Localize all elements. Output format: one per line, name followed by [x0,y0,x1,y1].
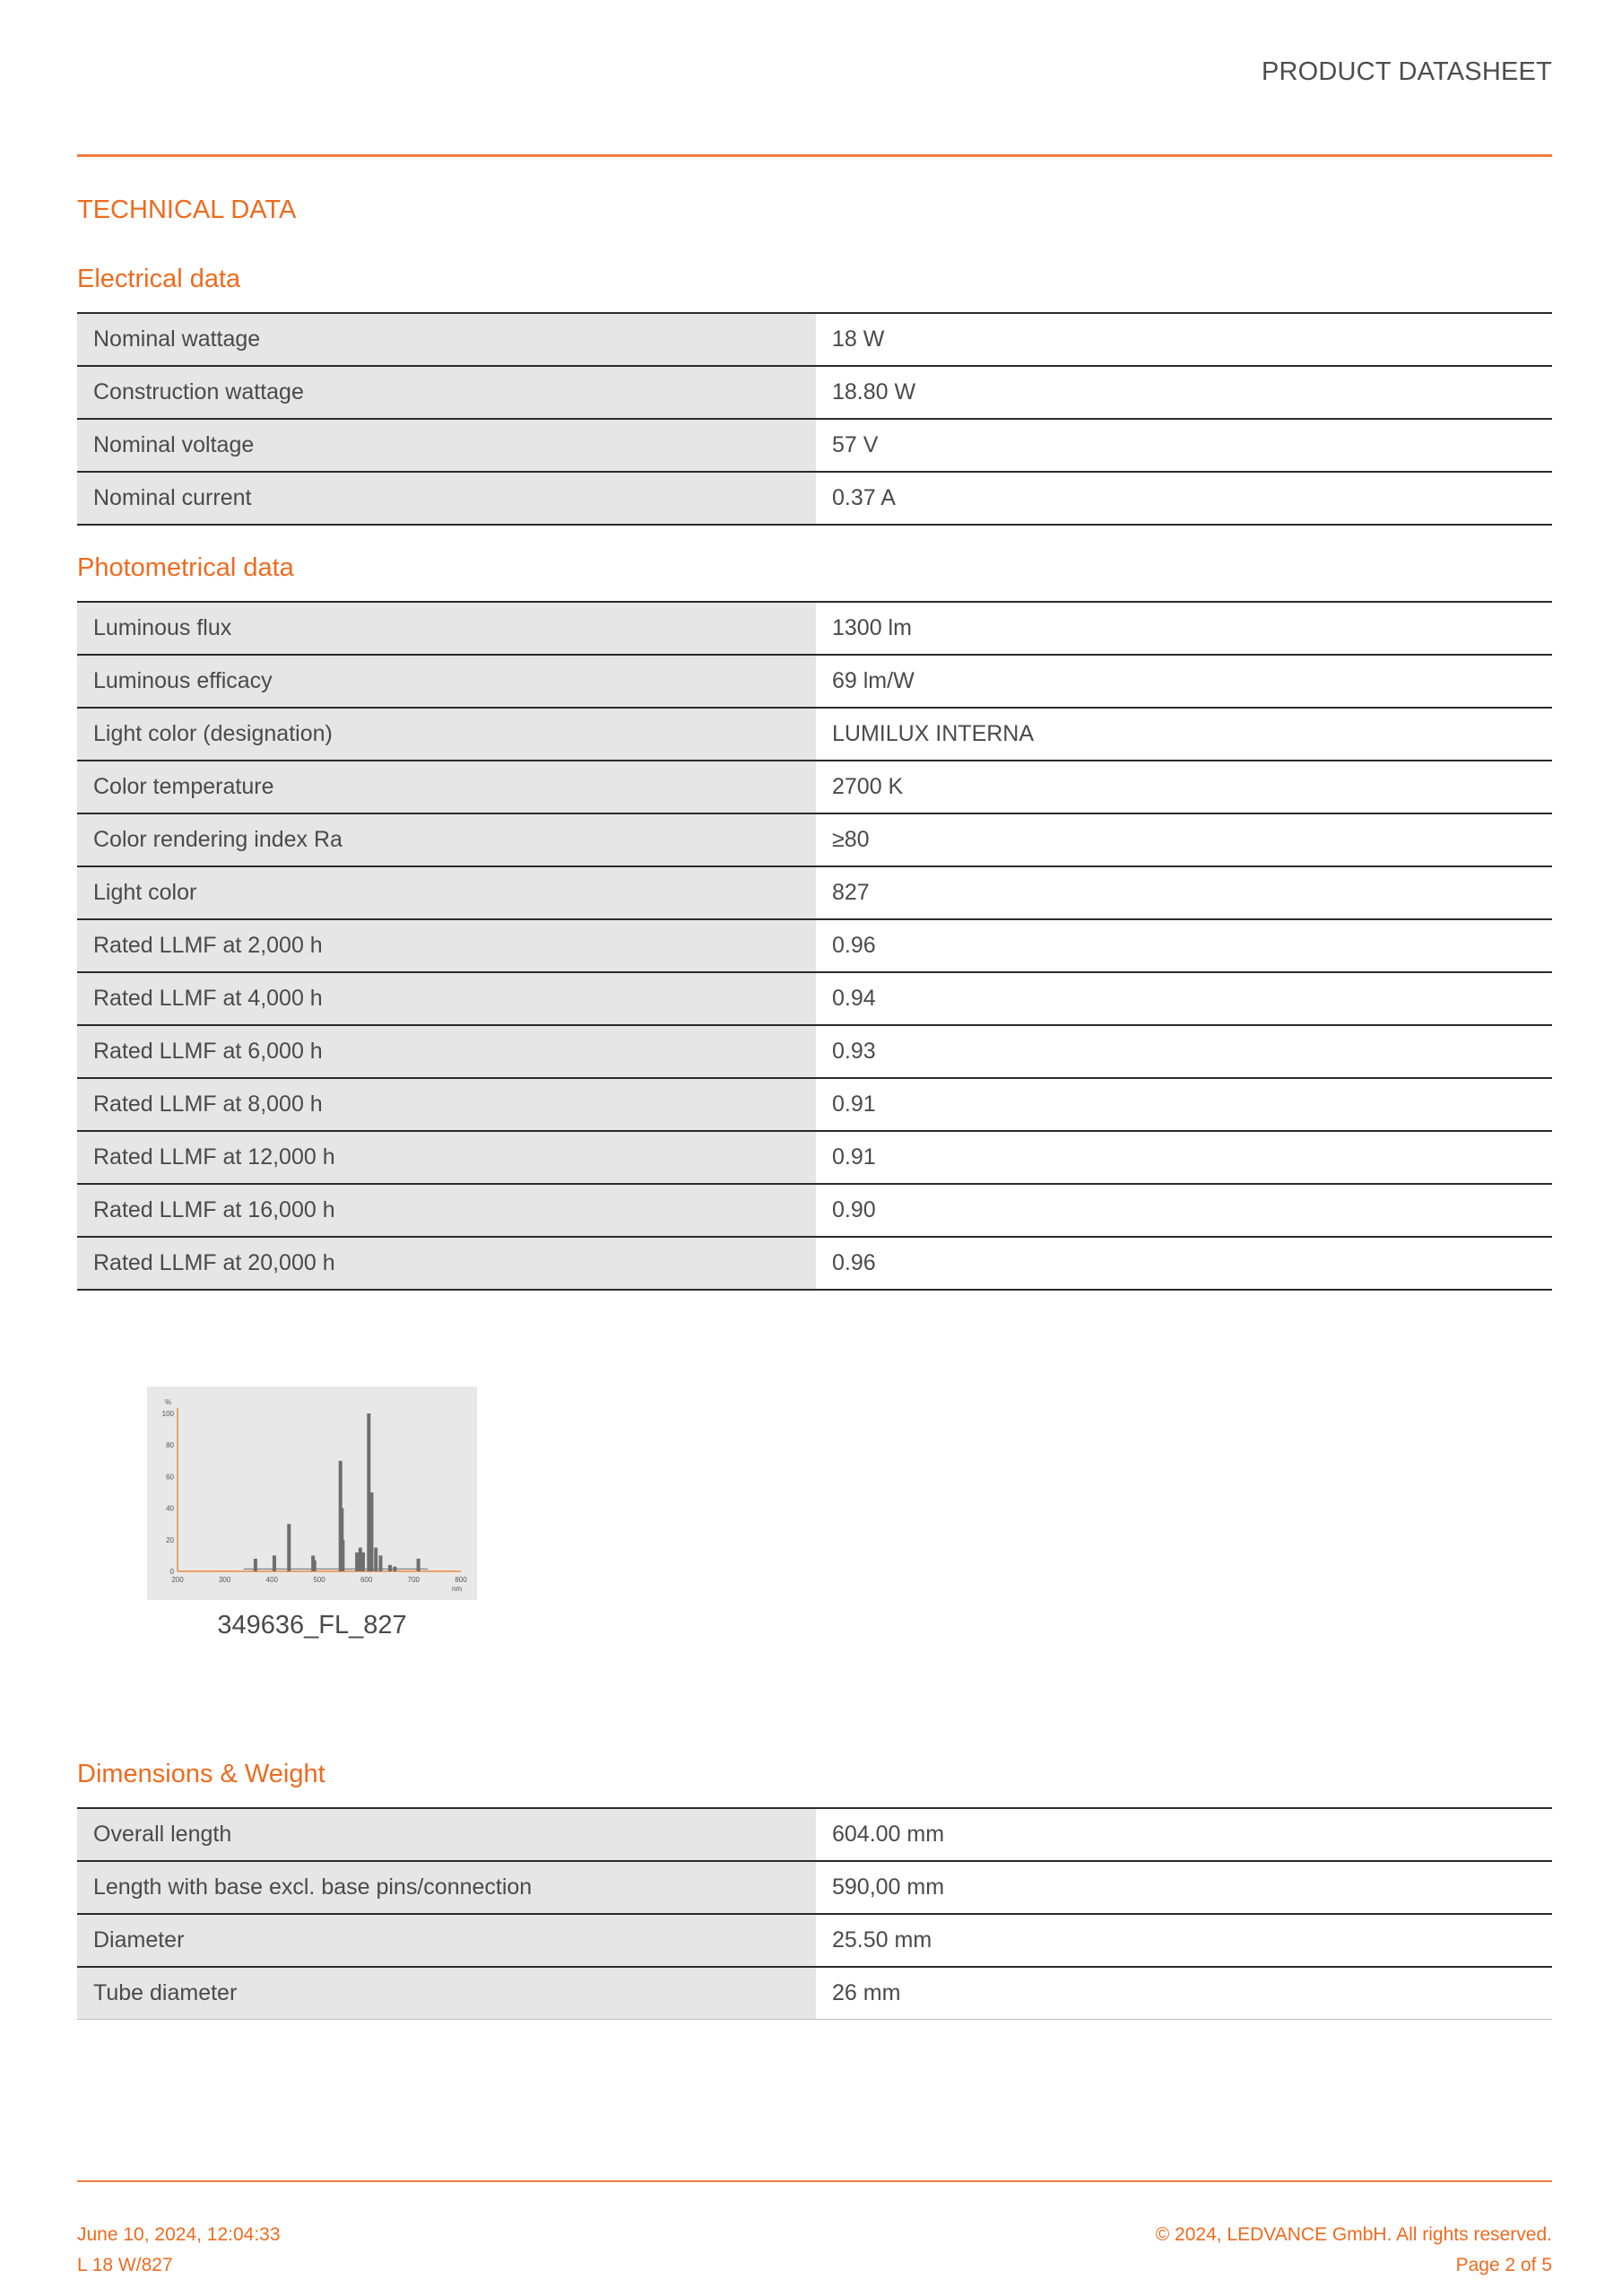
spec-row [77,655,1552,708]
spec-value: ≥80 [816,813,1552,866]
spectral-distribution-chart [147,1387,477,1600]
x-tick-label: 800 [455,1576,467,1584]
y-unit-label: % [165,1398,172,1406]
spec-value: 18 W [816,313,1552,366]
spectrum-peak [378,1555,382,1571]
spec-value: 25.50 mm [816,1914,1552,1967]
spec-value: 0.94 [816,972,1552,1025]
spec-row [77,1184,1552,1237]
footer-divider [77,2180,1552,2182]
spec-row [77,1025,1552,1078]
x-tick-label: 400 [265,1576,279,1584]
spec-row [77,602,1552,655]
spec-value: 1300 lm [816,602,1552,655]
spec-label: Light color (designation) [77,708,816,761]
footer-product-name: L 18 W/827 [77,2255,173,2275]
spec-label: Nominal current [77,472,816,525]
spec-row [77,1967,1552,2020]
y-tick-label: 20 [166,1535,174,1544]
spectrum-peak [254,1559,257,1571]
spec-value: 0.91 [816,1078,1552,1131]
document-title: PRODUCT DATASHEET [1261,57,1552,86]
x-tick-label: 600 [360,1576,373,1584]
footer-copyright: © 2024, LEDVANCE GmbH. All rights reserved. [1155,2224,1552,2245]
technical-data-heading: TECHNICAL DATA [77,196,297,224]
spec-row [77,813,1552,866]
spec-label: Rated LLMF at 12,000 h [77,1131,816,1184]
spec-label: Rated LLMF at 6,000 h [77,1025,816,1078]
footer-page-number: Page 2 of 5 [1455,2255,1552,2275]
footer-right [1156,2220,1552,2281]
spec-value: 26 mm [816,1967,1552,2020]
spec-value: 0.96 [816,1237,1552,1290]
spec-label: Overall length [77,1808,816,1861]
y-tick-label: 60 [166,1473,174,1482]
spec-label: Diameter [77,1914,816,1967]
spec-value: 590,00 mm [816,1861,1552,1914]
y-tick-label: 40 [166,1504,174,1513]
spec-value: 2700 K [816,761,1552,813]
spec-row [77,472,1552,525]
spec-row [77,1914,1552,1967]
electrical-data-title: Electrical data [77,265,241,293]
spec-value: 0.91 [816,1131,1552,1184]
spectrum-peak [374,1548,377,1571]
spec-row [77,1237,1552,1290]
spec-row [77,419,1552,472]
spec-value: LUMILUX INTERNA [816,708,1552,761]
spec-label: Luminous efficacy [77,655,816,708]
spec-row [77,1808,1552,1861]
x-tick-label: 200 [171,1576,184,1584]
spec-label: Light color [77,866,816,919]
y-tick-label: 0 [169,1568,174,1576]
spec-row [77,919,1552,972]
spec-value: 604.00 mm [816,1808,1552,1861]
spec-value: 0.90 [816,1184,1552,1237]
spec-label: Luminous flux [77,602,816,655]
y-tick-label: 80 [166,1441,174,1450]
spectrum-peak [417,1559,421,1571]
spec-row [77,1131,1552,1184]
spectrum-caption: 349636_FL_827 [217,1611,407,1639]
spec-label: Nominal voltage [77,419,816,472]
spec-value: 0.37 A [816,472,1552,525]
spec-label: Tube diameter [77,1967,816,2020]
x-tick-label: 700 [407,1576,421,1584]
footer-timestamp: June 10, 2024, 12:04:33 [77,2224,281,2245]
spec-row [77,313,1552,366]
spec-label: Rated LLMF at 16,000 h [77,1184,816,1237]
spec-label: Nominal wattage [77,313,816,366]
spectrum-peak [341,1540,344,1571]
spec-row [77,1078,1552,1131]
spec-label: Rated LLMF at 4,000 h [77,972,816,1025]
spec-row [77,708,1552,761]
spec-row [77,1861,1552,1914]
spec-value: 69 lm/W [816,655,1552,708]
electrical-data-table [77,312,1552,526]
spec-value: 827 [816,866,1552,919]
spec-label: Rated LLMF at 8,000 h [77,1078,816,1131]
spec-label: Rated LLMF at 20,000 h [77,1237,816,1290]
spectrum-peak [287,1524,291,1571]
spec-value: 18.80 W [816,366,1552,419]
spec-label: Color temperature [77,761,816,813]
x-unit-label: nm [452,1585,463,1593]
spec-label: Length with base excl. base pins/connection [77,1861,816,1914]
spectrum-peak [369,1492,373,1571]
spectrum-peak [273,1555,276,1571]
spectrum-peak [313,1561,317,1571]
spec-value: 57 V [816,419,1552,472]
spec-value: 0.93 [816,1025,1552,1078]
footer-left [77,2220,281,2281]
dimensions-weight-table [77,1807,1552,2020]
spec-label: Color rendering index Ra [77,813,816,866]
dimensions-weight-title: Dimensions & Weight [77,1760,325,1788]
x-tick-label: 500 [313,1576,325,1584]
spec-row [77,366,1552,419]
spectrum-peak [388,1565,392,1571]
photometrical-data-title: Photometrical data [77,553,294,582]
y-tick-label: 100 [161,1410,174,1418]
spec-label: Rated LLMF at 2,000 h [77,919,816,972]
spec-label: Construction wattage [77,366,816,419]
x-tick-label: 300 [218,1576,231,1584]
photometrical-data-table [77,601,1552,1291]
spectrum-peak [355,1552,359,1571]
spec-value: 0.96 [816,919,1552,972]
spec-row [77,972,1552,1025]
spec-row [77,761,1552,813]
spectrum-peak [393,1567,396,1571]
spectral-distribution-plot [147,1387,477,1600]
spectrum-peak [361,1552,365,1571]
spec-row [77,866,1552,919]
header-divider [77,154,1552,157]
